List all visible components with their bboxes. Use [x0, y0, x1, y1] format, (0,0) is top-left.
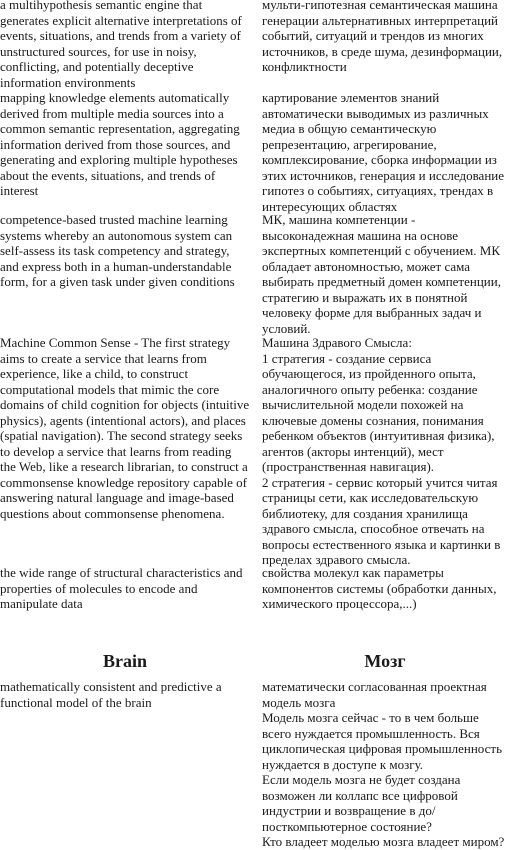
russian-text-strategy-2: 2 стратегия - сервис который учится читая страницы сети, как исследовательскую библиотеку, для создания хранилища здравого смысла, способное отвечать на вопросы естественного языка и картинки в пределах здравого смысла. — [262, 474, 501, 567]
russian-cell — [262, 565, 508, 612]
russian-text: свойства молекул как параметры компонентов системы (обработки данных, химического процессора,...) — [262, 565, 497, 611]
english-text: the wide range of structural characteristics and properties of molecules to encode and manipulate data — [0, 565, 243, 611]
russian-text-strategy-1: 1 стратегия - создание сервиса обучающегося, из пройденного опыта, аналогичного опыту ребенка: создание вычислительной модели похожей на ключевые домены сознания, понимания ребенком объектов (интуитивная физика), агентов (акторы интенций), мест (пространственная навигация). — [262, 350, 495, 474]
russian-cell — [262, 90, 508, 214]
heading-brain-en: Brain — [102, 651, 147, 671]
russian-cell — [262, 0, 508, 75]
russian-cell — [262, 212, 508, 336]
english-cell — [0, 212, 250, 290]
russian-text-line: Модель мозга сейчас - то в чем больше всего нуждается промышленность. Вся циклопическая цифровая промышленность нуждается в доступе к мозгу. — [262, 710, 503, 772]
english-cell — [0, 335, 250, 521]
english-text: competence-based trusted machine learning systems whereby an autonomous system can self-assess its task competency and strategy, and express both in a human-understandable form, for a given task under given conditions — [0, 212, 235, 289]
english-cell — [0, 90, 250, 199]
russian-text-line: математически согласованная проектная модель мозга — [262, 679, 487, 710]
russian-text: картирование элементов знаний автоматически выводимых из различных медиа в общую семантическую репрезентацию, агрегирование, комплексирование, сборка информации из этих источников, генерация и исследование гипотез о событиях, ситуациях, трендах в интересующих областях — [262, 90, 505, 214]
heading-brain-ru: Мозг — [364, 651, 406, 671]
english-text: mathematically consistent and predictive a functional model of the brain — [0, 679, 222, 710]
russian-cell — [262, 335, 508, 568]
russian-text: мульти-гипотезная семантическая машина генерации альтернативных интерпретаций событий, ситуаций и трендов из многих источников, в среде шума, дезинформации, конфликтности — [262, 0, 503, 74]
russian-cell — [262, 679, 508, 850]
russian-text: МК, машина компетенции - высоконадежная машина на основе экспертных компетенций с обучением. МК обладает автономностью, может сама выбирать предметный домен компетенции, стратегию и выражать их в понятной человеку форме для выбранных задач и условий. — [262, 212, 501, 336]
english-cell — [0, 0, 250, 90]
russian-text-line: Кто владеет моделью мозга владеет миром? — [262, 834, 505, 849]
english-cell — [0, 679, 250, 710]
english-text: mapping knowledge elements automatically derived from multiple media sources into a common semantic representation, aggregating information derived from those sources, and generating and exploring multiple hypotheses about the events, situations, and trends of interest — [0, 90, 240, 198]
english-text: Machine Common Sense - The first strategy aims to create a service that learns from experience, like a child, to construct computational models that mimic the core domains of child cognition for objects (intuitive physics), agents (intentional actors), and places (spatial navigation). The second strategy seeks to develop a service that learns from reading the Web, like a research librarian, to construct a commonsense knowledge repository capable of answering natural language and image-based questions about commonsense phenomena. — [0, 335, 250, 521]
russian-text-line: Если модель мозга не будет создана возможен ли коллапс все цифровой индустрии и возвращение в до/посткомпьютерное состояние? — [262, 772, 461, 834]
english-text: a multihypothesis semantic engine that generates explicit alternative interpretations of events, situations, and trends from a variety of unstructured sources, for use in noisy, conflicting, and potentially deceptive information environments — [0, 0, 242, 90]
english-cell — [0, 565, 250, 612]
russian-text-title: Машина Здравого Смысла: — [262, 335, 412, 350]
